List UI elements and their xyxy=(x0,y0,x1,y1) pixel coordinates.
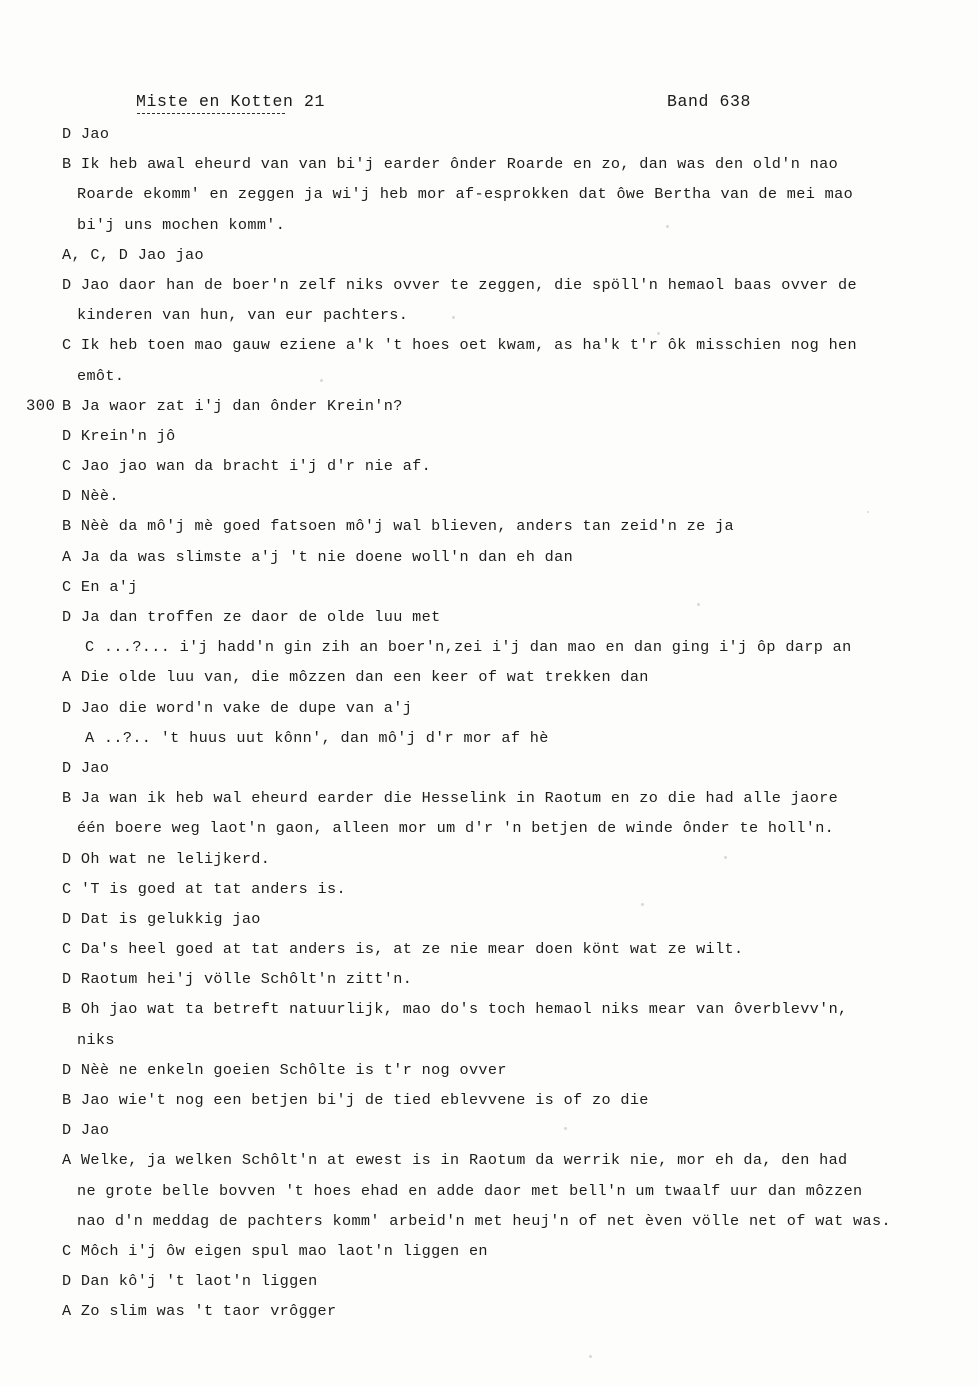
transcript-line-text: C 'T is goed at tat anders is. xyxy=(62,879,346,898)
transcript-line-text: kinderen van hun, van eur pachters. xyxy=(77,306,409,325)
transcript-line-text: D Raotum hei'j völle Schôlt'n zitt'n. xyxy=(62,970,413,989)
transcript-line xyxy=(0,367,979,397)
transcript-line-text: D Nèè. xyxy=(62,487,119,506)
page-title: Miste en Kotten 21 xyxy=(136,92,326,111)
transcript-line-text: A Die olde luu van, die môzzen dan een keer of wat trekken dan xyxy=(62,668,649,687)
band-label: Band 638 xyxy=(667,92,752,111)
transcript-line xyxy=(0,336,979,366)
transcript-line-text: B Ja wan ik heb wal eheurd earder die Hesselink in Raotum en zo die had alle jaore xyxy=(62,789,839,808)
transcript-line xyxy=(0,185,979,215)
transcript-line-text: A Zo slim was 't taor vrôgger xyxy=(62,1302,337,1321)
transcript-line-text: D Dat is gelukkig jao xyxy=(62,909,261,928)
margin-line-number: 300 xyxy=(26,396,56,415)
transcript-line xyxy=(0,1272,979,1302)
transcript-line xyxy=(0,578,979,608)
transcript-line xyxy=(0,608,979,638)
transcript-line xyxy=(0,517,979,547)
transcript-line xyxy=(0,1000,979,1030)
transcript-line xyxy=(0,940,979,970)
transcript-line-text: D Jao xyxy=(62,125,110,143)
transcript-line-text: D Jao xyxy=(62,1121,110,1140)
transcript-body xyxy=(0,125,979,1333)
scan-speck xyxy=(589,1355,592,1358)
transcript-line xyxy=(0,397,979,427)
transcript-line-text: D Krein'n jô xyxy=(62,426,176,445)
title-underline xyxy=(137,113,285,114)
transcript-line xyxy=(0,759,979,789)
transcript-line-text: C ...?... i'j hadd'n gin zih an boer'n,zei i'j dan mao en dan ging i'j ôp darp an xyxy=(85,638,852,657)
scan-speck xyxy=(564,1127,567,1130)
transcript-line xyxy=(0,850,979,880)
transcript-line-text: A ..?.. 't huus uut kônn', dan mô'j d'r mor af hè xyxy=(85,728,549,747)
transcript-line xyxy=(0,548,979,578)
transcript-line-text: emôt. xyxy=(77,366,125,385)
transcript-line xyxy=(0,1121,979,1151)
transcript-line-text: één boere weg laot'n gaon, alleen mor um d'r 'n betjen de winde ônder te holl'n. xyxy=(77,819,835,838)
scan-speck xyxy=(724,856,727,859)
transcript-line xyxy=(0,699,979,729)
transcript-line xyxy=(0,729,979,759)
transcript-line-text: D Ja dan troffen ze daor de olde luu met xyxy=(62,608,441,626)
transcript-line-text: C Jao jao wan da bracht i'j d'r nie af. xyxy=(62,457,432,476)
transcript-line xyxy=(0,1302,979,1332)
transcript-line-text: B Ik heb awal eheurd van van bi'j earder ônder Roarde en zo, dan was den old'n nao xyxy=(62,155,839,174)
transcript-line xyxy=(0,1242,979,1272)
transcript-line xyxy=(0,246,979,276)
transcript-line-text: C Da's heel goed at tat anders is, at ze nie mear doen könt wat ze wilt. xyxy=(62,940,744,959)
transcript-line-text: ne grote belle bovven 't hoes ehad en adde daor met bell'n um twaalf uur dan môzzen xyxy=(77,1181,863,1200)
transcript-line xyxy=(0,1182,979,1212)
scan-speck xyxy=(452,316,455,319)
transcript-line-text: A, C, D Jao jao xyxy=(62,245,204,264)
transcript-line xyxy=(0,155,979,185)
transcript-line xyxy=(0,789,979,819)
scan-speck xyxy=(867,511,869,513)
transcript-line xyxy=(0,910,979,940)
transcript-line xyxy=(0,880,979,910)
transcript-line-text: bi'j uns mochen komm'. xyxy=(77,215,286,234)
transcript-line-text: B Ja waor zat i'j dan ônder Krein'n? xyxy=(62,396,403,415)
transcript-line xyxy=(0,1061,979,1091)
scan-speck xyxy=(320,379,323,382)
transcript-line xyxy=(0,1091,979,1121)
transcript-line xyxy=(0,638,979,668)
transcript-line-text: D Jao xyxy=(62,758,110,777)
transcript-line xyxy=(0,1151,979,1181)
transcript-line-text: D Oh wat ne lelijkerd. xyxy=(62,849,271,868)
transcript-line xyxy=(0,970,979,1000)
transcript-line xyxy=(0,427,979,457)
scan-speck xyxy=(697,603,700,606)
transcript-line-text: niks xyxy=(77,1030,115,1049)
transcript-line-text: C Môch i'j ôw eigen spul mao laot'n liggen en xyxy=(62,1241,488,1260)
transcript-line-text: D Jao daor han de boer'n zelf niks ovver te zeggen, die spöll'n hemaol baas ovver de xyxy=(62,275,857,294)
transcript-line xyxy=(0,216,979,246)
transcript-line-text: D Jao die word'n vake de dupe van a'j xyxy=(62,698,413,717)
transcript-line xyxy=(0,306,979,336)
transcript-line-text: C En a'j xyxy=(62,577,138,596)
transcript-line-text: B Nèè da mô'j mè goed fatsoen mô'j wal blieven, anders tan zeid'n ze ja xyxy=(62,517,734,536)
scan-speck xyxy=(657,332,660,335)
transcript-line-text: B Oh jao wat ta betreft natuurlijk, mao do's toch hemaol niks mear van ôverblevv'n, xyxy=(62,1000,848,1019)
transcript-line-text: A Ja da was slimste a'j 't nie doene woll'n dan eh dan xyxy=(62,547,574,566)
transcript-line-text: D Nèè ne enkeln goeien Schôlte is t'r nog ovver xyxy=(62,1060,507,1079)
transcript-line xyxy=(0,1212,979,1242)
transcript-line-text: D Dan kô'j 't laot'n liggen xyxy=(62,1272,318,1291)
transcript-line-text: Roarde ekomm' en zeggen ja wi'j heb mor af-esprokken dat ôwe Bertha van de mei mao xyxy=(77,185,854,204)
transcript-line-text: C Ik heb toen mao gauw eziene a'k 't hoes oet kwam, as ha'k t'r ôk misschien nog hen xyxy=(62,336,857,355)
scan-speck xyxy=(666,225,669,228)
transcript-line xyxy=(0,487,979,517)
transcript-line xyxy=(0,1031,979,1061)
transcript-line xyxy=(0,276,979,306)
transcript-line xyxy=(0,125,979,155)
transcript-line-text: A Welke, ja welken Schôlt'n at ewest is in Raotum da werrik nie, mor eh da, den had xyxy=(62,1151,848,1170)
scan-speck xyxy=(641,903,644,906)
transcript-line xyxy=(0,819,979,849)
page-header xyxy=(0,92,979,122)
transcript-line-text: nao d'n meddag de pachters komm' arbeid'n met heuj'n of net èven völle net of wat was. xyxy=(77,1211,891,1230)
transcript-line xyxy=(0,668,979,698)
transcript-line xyxy=(0,457,979,487)
transcript-line-text: B Jao wie't nog een betjen bi'j de tied eblevvene is of zo die xyxy=(62,1091,649,1109)
